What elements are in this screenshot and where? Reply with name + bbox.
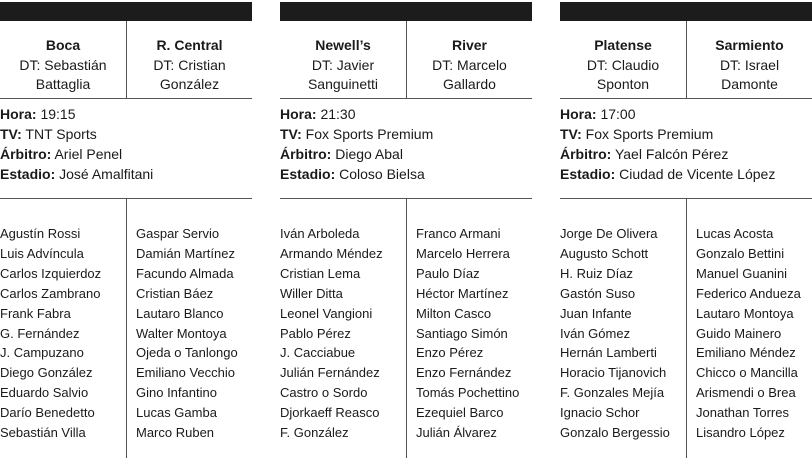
player: Milton Casco [416, 305, 492, 321]
player: Federico Andueza [696, 285, 801, 301]
player: Gonzalo Bettini [696, 245, 785, 261]
player: Enzo Fernández [416, 365, 512, 381]
player: Ojeda o Tanlongo [136, 345, 238, 361]
lineups [280, 199, 532, 458]
hora-label: Hora: [560, 106, 597, 122]
tv-row [560, 124, 812, 144]
player: Julián Álvarez [416, 425, 497, 441]
hora-row [560, 104, 812, 124]
match-card-1 [0, 0, 252, 458]
player: Julián Fernández [280, 365, 380, 381]
away-team [406, 21, 532, 98]
away-team-name: River [451, 37, 488, 53]
divider [0, 98, 252, 99]
player: G. Fernández [0, 325, 80, 341]
player: Djorkaeff Reasco [280, 405, 380, 421]
player: Cristian Lema [280, 265, 361, 281]
player: Ignacio Schor [560, 405, 640, 421]
estadio-value: Coloso Bielsa [339, 166, 425, 182]
away-lineup [136, 224, 238, 443]
player: Walter Montoya [136, 325, 227, 341]
arbitro-row [280, 144, 532, 164]
arbitro-label: Árbitro: [0, 146, 52, 162]
home-team [0, 21, 126, 98]
divider [560, 98, 812, 99]
player: Tomás Pochettino [416, 385, 520, 401]
player: Carlos Zambrano [0, 285, 101, 301]
player: Emiliano Vecchio [136, 365, 235, 381]
teams-row [0, 21, 252, 98]
player: Jorge De Olivera [560, 226, 658, 241]
player: Iván Gómez [560, 325, 631, 341]
player: Gonzalo Bergessio [560, 425, 670, 441]
hora-row [0, 104, 252, 124]
home-coach-line1: DT: Claudio [586, 56, 660, 73]
player: Willer Ditta [280, 285, 343, 301]
away-coach-line1: DT: Marcelo [432, 56, 507, 73]
home-team [560, 21, 686, 98]
home-coach-line1: DT: Sebastián [19, 56, 107, 73]
player: Paulo Díaz [416, 265, 480, 281]
player: Diego González [0, 365, 93, 381]
away-coach-line1: DT: Israel [719, 56, 780, 73]
player: Jonathan Torres [696, 405, 789, 421]
away-coach-line2: González [159, 76, 220, 92]
player: Damián Martínez [136, 245, 235, 261]
arbitro-value: Ariel Penel [54, 146, 123, 162]
home-lineup [280, 224, 383, 443]
player: Chicco o Mancilla [696, 365, 798, 381]
away-team-name: R. Central [156, 37, 223, 53]
hora-value: 17:00 [600, 106, 636, 122]
player: Horacio Tijanovich [560, 365, 667, 381]
arbitro-value: Diego Abal [335, 146, 403, 162]
arbitro-row [0, 144, 252, 164]
estadio-label: Estadio: [280, 166, 336, 182]
match-info [560, 104, 812, 184]
estadio-value: Ciudad de Vicente López [619, 166, 776, 182]
tv-label: TV: [560, 126, 582, 142]
player: Gastón Suso [560, 285, 636, 301]
estadio-row [280, 164, 532, 184]
player: Sebastián Villa [0, 425, 86, 441]
player: Lautaro Blanco [136, 305, 224, 321]
match-header-bar [280, 2, 532, 21]
away-lineup [416, 224, 519, 443]
teams-row [280, 21, 532, 98]
estadio-row [0, 164, 252, 184]
estadio-value: José Amalfitani [59, 166, 154, 182]
player: Marcelo Herrera [416, 245, 510, 261]
player: Cristian Báez [136, 285, 214, 301]
tv-value: Fox Sports Premium [585, 126, 714, 142]
home-lineup [560, 224, 670, 443]
player: Ezequiel Barco [416, 405, 504, 421]
player: Juan Infante [560, 305, 632, 321]
arbitro-value: Yael Falcón Pérez [614, 146, 729, 162]
match-header-bar [0, 2, 252, 21]
match-info [280, 104, 532, 184]
player: Armando Méndez [280, 245, 383, 261]
lineups [560, 199, 812, 458]
player: Manuel Guanini [696, 265, 788, 281]
home-coach-line1: DT: Javier [311, 56, 375, 73]
player: Leonel Vangioni [280, 305, 373, 321]
player: Emiliano Méndez [696, 345, 796, 361]
player: Gaspar Servio [136, 226, 220, 241]
home-team-name: Platense [594, 37, 652, 53]
home-coach-line2: Sponton [596, 76, 650, 92]
hora-label: Hora: [0, 106, 37, 122]
tv-row [280, 124, 532, 144]
player: Iván Arboleda [280, 226, 360, 241]
lineup-divider [406, 199, 407, 458]
player: Pablo Pérez [280, 325, 351, 341]
player: Lautaro Montoya [696, 305, 794, 321]
divider [280, 98, 532, 99]
lineup-divider [686, 199, 687, 458]
match-info [0, 104, 252, 184]
arbitro-row [560, 144, 812, 164]
hora-row [280, 104, 532, 124]
tv-value: Fox Sports Premium [305, 126, 434, 142]
away-coach-line1: DT: Cristian [153, 56, 226, 73]
away-coach-line2: Gallardo [443, 76, 496, 92]
player: Arismendi o Brea [696, 385, 796, 401]
tv-value: TNT Sports [25, 126, 97, 142]
estadio-label: Estadio: [0, 166, 56, 182]
player: F. Gonzales Mejía [560, 385, 665, 401]
away-team-name: Sarmiento [715, 37, 784, 53]
home-team-name: Boca [45, 37, 81, 53]
away-lineup [696, 224, 801, 443]
home-coach-line2: Battaglia [35, 76, 91, 92]
player: Hernán Lamberti [560, 345, 657, 361]
player: F. González [280, 425, 349, 441]
hora-label: Hora: [280, 106, 317, 122]
lineups [0, 199, 252, 458]
away-team [126, 21, 252, 98]
player: Luis Advíncula [0, 245, 84, 261]
player: Guido Mainero [696, 325, 782, 341]
player: Agustín Rossi [0, 226, 81, 241]
tv-label: TV: [280, 126, 302, 142]
away-coach-line2: Damonte [721, 76, 778, 92]
hora-value: 21:30 [320, 106, 356, 122]
player: Eduardo Salvio [0, 385, 89, 401]
player: Franco Armani [416, 226, 501, 241]
player: Augusto Schott [560, 245, 649, 261]
player: Frank Fabra [0, 305, 71, 321]
player: Enzo Pérez [416, 345, 484, 361]
teams-row [560, 21, 812, 98]
home-team [280, 21, 406, 98]
player: Darío Benedetto [0, 405, 95, 421]
player: Marco Ruben [136, 425, 215, 441]
player: J. Campuzano [0, 345, 84, 361]
player: J. Cacciabue [280, 345, 356, 361]
match-header-bar [560, 2, 812, 21]
player: Castro o Sordo [280, 385, 368, 401]
away-team [686, 21, 812, 98]
player: Gino Infantino [136, 385, 217, 401]
player: Facundo Almada [136, 265, 234, 281]
home-coach-line2: Sanguinetti [307, 76, 379, 92]
player: Santiago Simón [416, 325, 508, 341]
tv-row [0, 124, 252, 144]
estadio-row [560, 164, 812, 184]
tv-label: TV: [0, 126, 22, 142]
player: Lucas Acosta [696, 226, 774, 241]
player: Héctor Martínez [416, 285, 509, 301]
player: H. Ruiz Díaz [560, 265, 633, 281]
lineup-divider [126, 199, 127, 458]
arbitro-label: Árbitro: [280, 146, 332, 162]
home-team-name: Newell’s [315, 37, 371, 53]
estadio-label: Estadio: [560, 166, 616, 182]
player: Lucas Gamba [136, 405, 217, 421]
arbitro-label: Árbitro: [560, 146, 612, 162]
match-card-2 [280, 0, 532, 458]
hora-value: 19:15 [40, 106, 76, 122]
match-card-3 [560, 0, 812, 458]
home-lineup [0, 224, 101, 443]
player: Lisandro López [696, 425, 785, 441]
player: Carlos Izquierdoz [0, 265, 102, 281]
